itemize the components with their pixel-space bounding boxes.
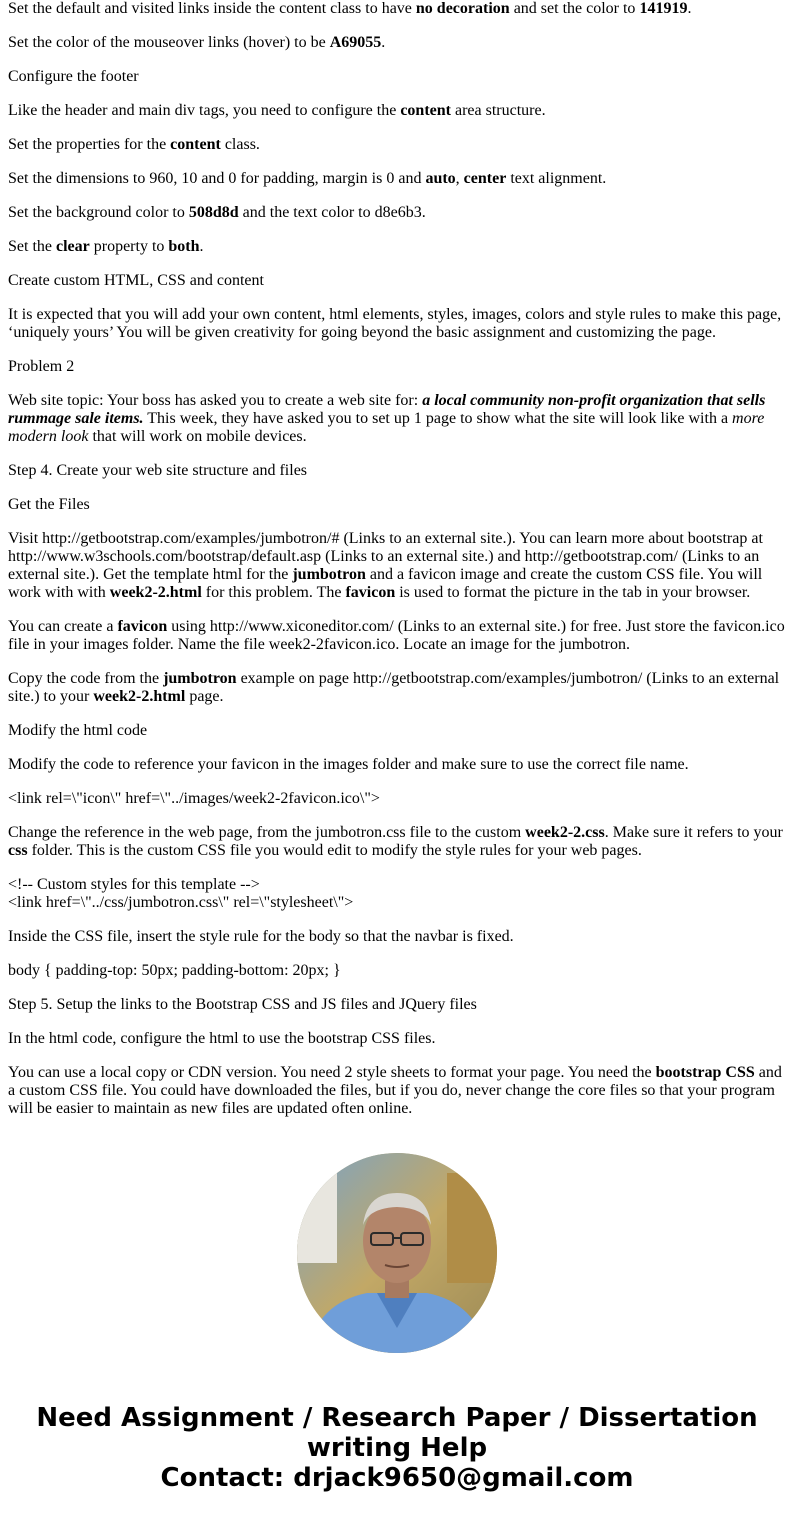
paragraph — [8, 824, 786, 860]
text-run: Configure the footer — [8, 68, 139, 85]
text-run: for this problem. The — [201, 584, 346, 601]
paragraph — [8, 496, 786, 514]
text-run: page. — [185, 688, 224, 705]
text-run: Set the background color to — [8, 204, 189, 221]
paragraph — [8, 722, 786, 740]
paragraph — [8, 0, 786, 18]
paragraph — [8, 996, 786, 1014]
paragraph — [8, 462, 786, 480]
paragraph — [8, 306, 786, 342]
text-run: Modify the html code — [8, 722, 148, 739]
text-run: and the text color to d8e6b3. — [238, 204, 426, 221]
document-body — [8, 0, 786, 1134]
paragraph — [8, 756, 786, 774]
text-run: <link rel=\"icon\" href=\"../images/week2-2favicon.ico\"> — [8, 790, 380, 807]
text-run: example on page http://getbootstrap.com/examples/jumbotron/ (Links to an external site.) to your — [8, 670, 780, 705]
text-run: and a favicon image and create the custom CSS file. You will work with with — [8, 566, 763, 601]
italic-text: more modern look — [8, 410, 765, 445]
text-run: using http://www.xiconeditor.com/ (Links to an external site.) for free. Just store the favicon.ico file in your images folder. Name the file week2-2favicon.ico. Locate an image for the jumbotron. — [8, 618, 785, 653]
text-run: Inside the CSS file, insert the style rule for the body so that the navbar is fixed. — [8, 928, 514, 945]
footer-contact-line: Contact: drjack9650@gmail.com — [160, 1463, 634, 1493]
bold-text: A69055 — [329, 34, 382, 51]
text-run: You can use a local copy or CDN version. You need 2 style sheets to format your page. You need the — [8, 1064, 656, 1081]
bold-text: no decoration — [415, 0, 510, 17]
bold-text: center — [463, 170, 507, 187]
bold-text: week2-2.html — [93, 688, 186, 705]
author-photo — [297, 1153, 497, 1353]
bold-text: content — [400, 102, 451, 119]
bold-text: clear — [56, 238, 90, 255]
bold-text: content — [170, 136, 221, 153]
bold-text: jumbotron — [163, 670, 237, 687]
paragraph — [8, 204, 786, 222]
text-run: . Make sure it refers to your — [604, 824, 783, 841]
text-run: Visit http://getbootstrap.com/examples/jumbotron/# (Links to an external site.). You can learn more about bootstrap at http://www.w3schools.com/bootstrap/default.asp (Links to an external site.) and http://getbootstrap.com/ (Links to an external site.). Get the template html for the — [8, 530, 763, 583]
text-run: area structure. — [450, 102, 546, 119]
paragraph — [8, 392, 786, 446]
text-run: Get the Files — [8, 496, 90, 513]
bold-text: css — [8, 842, 28, 859]
paragraph — [8, 102, 786, 120]
text-run: This week, they have asked you to set up 1 page to show what the site will look like with a — [143, 410, 733, 427]
text-run: Like the header and main div tags, you need to configure the — [8, 102, 401, 119]
text-run: Create custom HTML, CSS and content — [8, 272, 264, 289]
portrait-image — [297, 1153, 497, 1353]
text-run: Set the dimensions to 960, 10 and 0 for padding, margin is 0 and — [8, 170, 426, 187]
bold-text: auto — [425, 170, 456, 187]
paragraph — [8, 136, 786, 154]
bold-text: favicon — [117, 618, 168, 635]
text-run: It is expected that you will add your own content, html elements, styles, images, colors and style rules to make this page, ‘uniquely yours’ You will be given creativity for going beyond the basic assignment and customizing the page. — [8, 306, 782, 341]
text-run: Set the default and visited links inside the content class to have — [8, 0, 416, 17]
text-run: is used to format the picture in the tab in your browser. — [395, 584, 751, 601]
text-run: property to — [89, 238, 169, 255]
text-run: <!-- Custom styles for this template --> — [8, 876, 260, 893]
paragraph — [8, 170, 786, 188]
text-run: Problem 2 — [8, 358, 75, 375]
paragraph — [8, 238, 786, 256]
text-run: folder. This is the custom CSS file you would edit to modify the style rules for your web pages. — [27, 842, 642, 859]
text-run: In the html code, configure the html to use the bootstrap CSS files. — [8, 1030, 436, 1047]
footer-help-line: Need Assignment / Research Paper / Dissertation writing Help — [36, 1403, 758, 1463]
text-run: Step 5. Setup the links to the Bootstrap CSS and JS files and JQuery files — [8, 996, 477, 1013]
paragraph — [8, 618, 786, 654]
bold-text: jumbotron — [292, 566, 366, 583]
text-run: You can create a — [8, 618, 118, 635]
bold-text: week2-2.css — [525, 824, 605, 841]
text-run: Set the properties for the — [8, 136, 171, 153]
text-run: , — [455, 170, 464, 187]
text-run: body { padding-top: 50px; padding-bottom: 20px; } — [8, 962, 341, 979]
text-run: Set the color of the mouseover links (hover) to be — [8, 34, 330, 51]
text-run: class. — [220, 136, 260, 153]
text-run: . — [687, 0, 692, 17]
paragraph — [8, 670, 786, 706]
paragraph — [8, 68, 786, 86]
bold-text: 141919 — [639, 0, 688, 17]
paragraph — [8, 790, 786, 808]
text-run: and a custom CSS file. You could have downloaded the files, but if you do, never change the core files so that your program will be easier to maintain as new files are updated often online. — [8, 1064, 782, 1117]
emphasis-text: a local community non-profit organization that sells rummage sale items. — [8, 392, 766, 427]
paragraph — [8, 962, 786, 980]
text-run: Web site topic: Your boss has asked you to create a web site for: — [8, 392, 423, 409]
bold-text: both — [168, 238, 200, 255]
text-run: . — [381, 34, 386, 51]
text-run: Set the — [8, 238, 56, 255]
paragraph — [8, 1064, 786, 1118]
paragraph — [8, 272, 786, 290]
footer-banner — [0, 1403, 794, 1493]
paragraph — [8, 1030, 786, 1048]
text-run: that will work on mobile devices. — [88, 428, 307, 445]
paragraph — [8, 876, 786, 912]
text-run: Copy the code from the — [8, 670, 164, 687]
bold-text: favicon — [345, 584, 396, 601]
bold-text: bootstrap CSS — [655, 1064, 755, 1081]
text-run: and set the color to — [509, 0, 640, 17]
bold-text: week2-2.html — [109, 584, 202, 601]
text-run: text alignment. — [506, 170, 607, 187]
paragraph — [8, 530, 786, 602]
text-run: Change the reference in the web page, from the jumbotron.css file to the custom — [8, 824, 526, 841]
text-run: . — [199, 238, 204, 255]
paragraph — [8, 928, 786, 946]
text-run: Modify the code to reference your favicon in the images folder and make sure to use the correct file name. — [8, 756, 689, 773]
paragraph — [8, 34, 786, 52]
bold-text: 508d8d — [188, 204, 239, 221]
paragraph — [8, 358, 786, 376]
text-run: <link href=\"../css/jumbotron.css\" rel=\"stylesheet\"> — [8, 894, 354, 911]
text-run: Step 4. Create your web site structure and files — [8, 462, 308, 479]
